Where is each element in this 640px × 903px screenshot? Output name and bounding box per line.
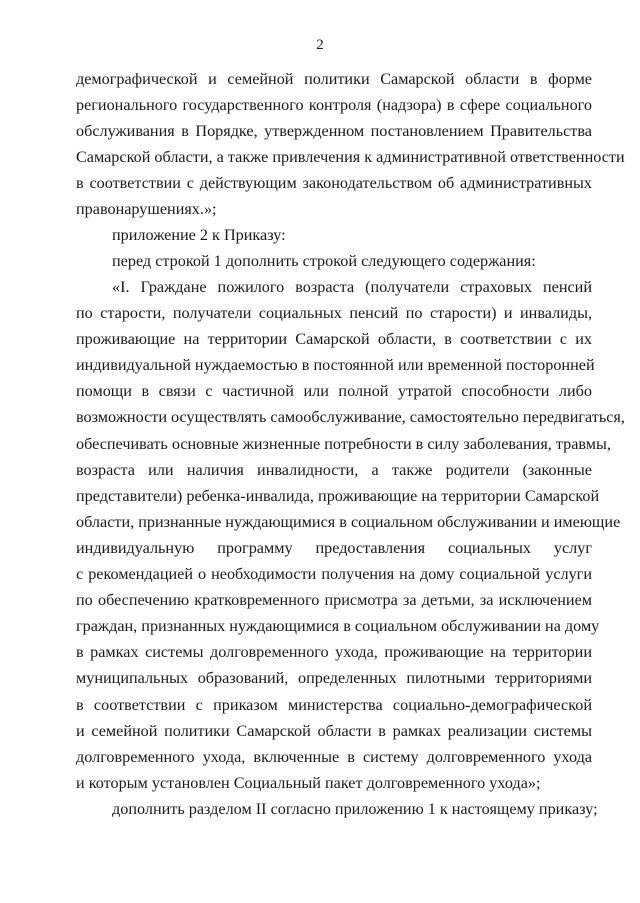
paragraph-add-section-ii [76,796,598,822]
text-line: проживающие на территории Самарской области, в соответствии с их [76,330,592,349]
text-line: с рекомендацией о необходимости получения на дому социальной услуги [76,565,592,584]
text-line: дополнить разделом II согласно приложению 1 к настоящему приказу; [112,800,598,818]
text-line: демографической и семейной политики Самарской области в форме [76,70,592,88]
text-line: регионального государственного контроля (надзора) в сфере социального [76,96,592,115]
text-line: в соответствии с действующим законодательством об административных [76,174,592,193]
text-line: индивидуальной нуждаемостью в постоянной или временной посторонней [76,356,595,375]
text-line: приложение 2 к Приказу: [112,226,286,244]
paragraph-section-i [76,274,625,796]
text-line: возможности осуществлять самообслуживание, самостоятельно передвигаться, [76,408,625,427]
text-line: по обеспечению кратковременного присмотра за детьми, за исключением [76,591,592,610]
text-line: представители) ребенка-инвалида, проживающие на территории Самарской [76,486,600,505]
text-line: в соответствии с приказом министерства социально-демографической [76,695,592,714]
text-line: и семейной политики Самарской области в рамках реализации системы [76,721,592,740]
text-line: Самарской области, а также привлечения к административной ответственности [76,148,625,167]
text-line: обслуживания в Порядке, утвержденном постановлением Правительства [76,122,592,141]
text-line: муниципальных образований, определенных пилотными территориями [76,669,592,688]
text-line: индивидуальную программу предоставления социальных услуг [76,538,592,557]
text-line: долговременного ухода, включенные в систему долговременного ухода [76,747,592,766]
text-line: перед строкой 1 дополнить строкой следующего содержания: [112,252,536,270]
text-line: граждан, признанных нуждающимися в социальном обслуживании на дому [76,617,600,636]
paragraph-appendix-2 [76,222,592,248]
paragraph-insert-before-row [76,248,592,274]
text-line: правонарушениях.»; [76,200,217,219]
paragraph-continuation [76,66,625,223]
text-line: и которым установлен Социальный пакет долговременного ухода»; [76,773,541,792]
text-line: области, признанные нуждающимися в социальном обслуживании и имеющие [76,512,621,531]
text-line: обеспечивать основные жизненные потребности в силу заболевания, травмы, [76,434,611,453]
text-line: помощи в связи с частичной или полной утратой способности либо [76,382,592,401]
text-line: «I. Граждане пожилого возраста (получатели страховых пенсий [112,278,592,296]
text-line: возраста или наличия инвалидности, а также родители (законные [76,460,592,479]
text-line: в рамках системы долговременного ухода, проживающие на территории [76,643,592,662]
text-line: по старости, получатели социальных пенсий по старости) и инвалиды, [76,304,592,323]
page-number: 2 [316,37,324,53]
